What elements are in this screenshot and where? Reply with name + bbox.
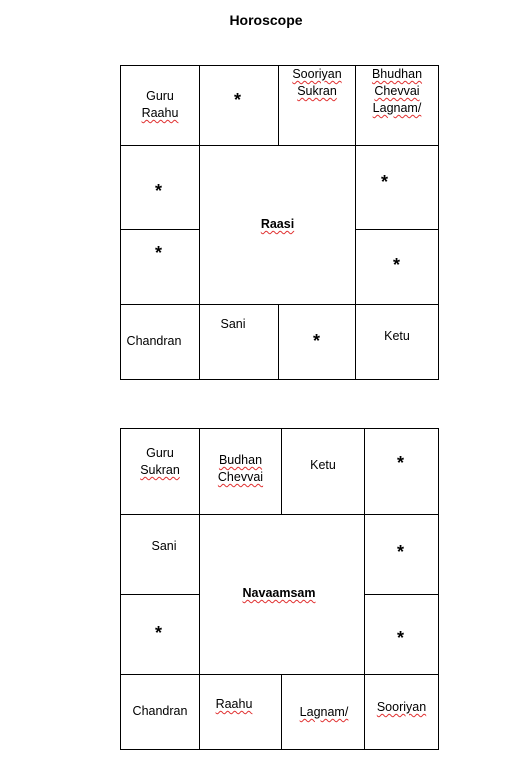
- planet-label: Chevvai: [217, 470, 264, 484]
- navaamsam-bottom-2-text: Raahu: [215, 697, 253, 711]
- planet-label: Lagnam/: [372, 101, 422, 115]
- planet-label: Sooriyan: [292, 67, 342, 81]
- planet-label: Raahu: [141, 106, 179, 120]
- navaamsam-top-right-star: *: [397, 453, 405, 473]
- navaamsam-top-3-text: Ketu: [310, 458, 336, 472]
- navaamsam-bottom-3-text: Lagnam/: [299, 705, 349, 719]
- raasi-right-lower-star: *: [393, 255, 401, 275]
- raasi-cell-left-lower: [120, 229, 200, 305]
- raasi-right-upper-star: *: [381, 172, 389, 192]
- raasi-top-3-text: [278, 66, 356, 100]
- planet-label: Sukran: [140, 463, 180, 477]
- raasi-bottom-right-text: Ketu: [384, 329, 410, 343]
- planet-label: Guru: [146, 446, 174, 460]
- navaamsam-bottom-left-text: Chandran: [132, 704, 188, 718]
- raasi-left-upper-star: *: [155, 181, 163, 201]
- raasi-top-2-star: *: [234, 90, 242, 110]
- page-title: Horoscope: [229, 12, 303, 28]
- navaamsam-left-upper-text: Sani: [151, 539, 177, 553]
- raasi-left-lower-star: *: [155, 243, 163, 263]
- navaamsam-right-lower-star: *: [397, 628, 405, 648]
- planet-label: Budhan: [218, 453, 263, 467]
- planet-label: Bhudhan: [371, 67, 423, 81]
- navaamsam-chart-label: Navaamsam: [242, 586, 316, 600]
- navaamsam-right-upper-star: *: [397, 542, 405, 562]
- raasi-bottom-left-text: Chandran: [126, 334, 182, 348]
- raasi-cell-right-upper: [355, 145, 439, 230]
- navaamsam-top-2-text: [199, 452, 282, 486]
- planet-label: Sukran: [297, 84, 337, 98]
- raasi-top-right-text: [355, 66, 439, 117]
- raasi-top-left-text: [120, 88, 200, 122]
- planet-label: Guru: [146, 89, 174, 103]
- navaamsam-bottom-right-text: Sooriyan: [376, 700, 427, 714]
- raasi-chart-label: Raasi: [260, 217, 295, 231]
- raasi-bottom-3-star: *: [313, 331, 321, 351]
- navaamsam-left-lower-star: *: [155, 623, 163, 643]
- planet-label: Chevvai: [374, 84, 420, 98]
- navaamsam-top-left-text: [120, 445, 200, 479]
- raasi-bottom-2-text: Sani: [220, 317, 246, 331]
